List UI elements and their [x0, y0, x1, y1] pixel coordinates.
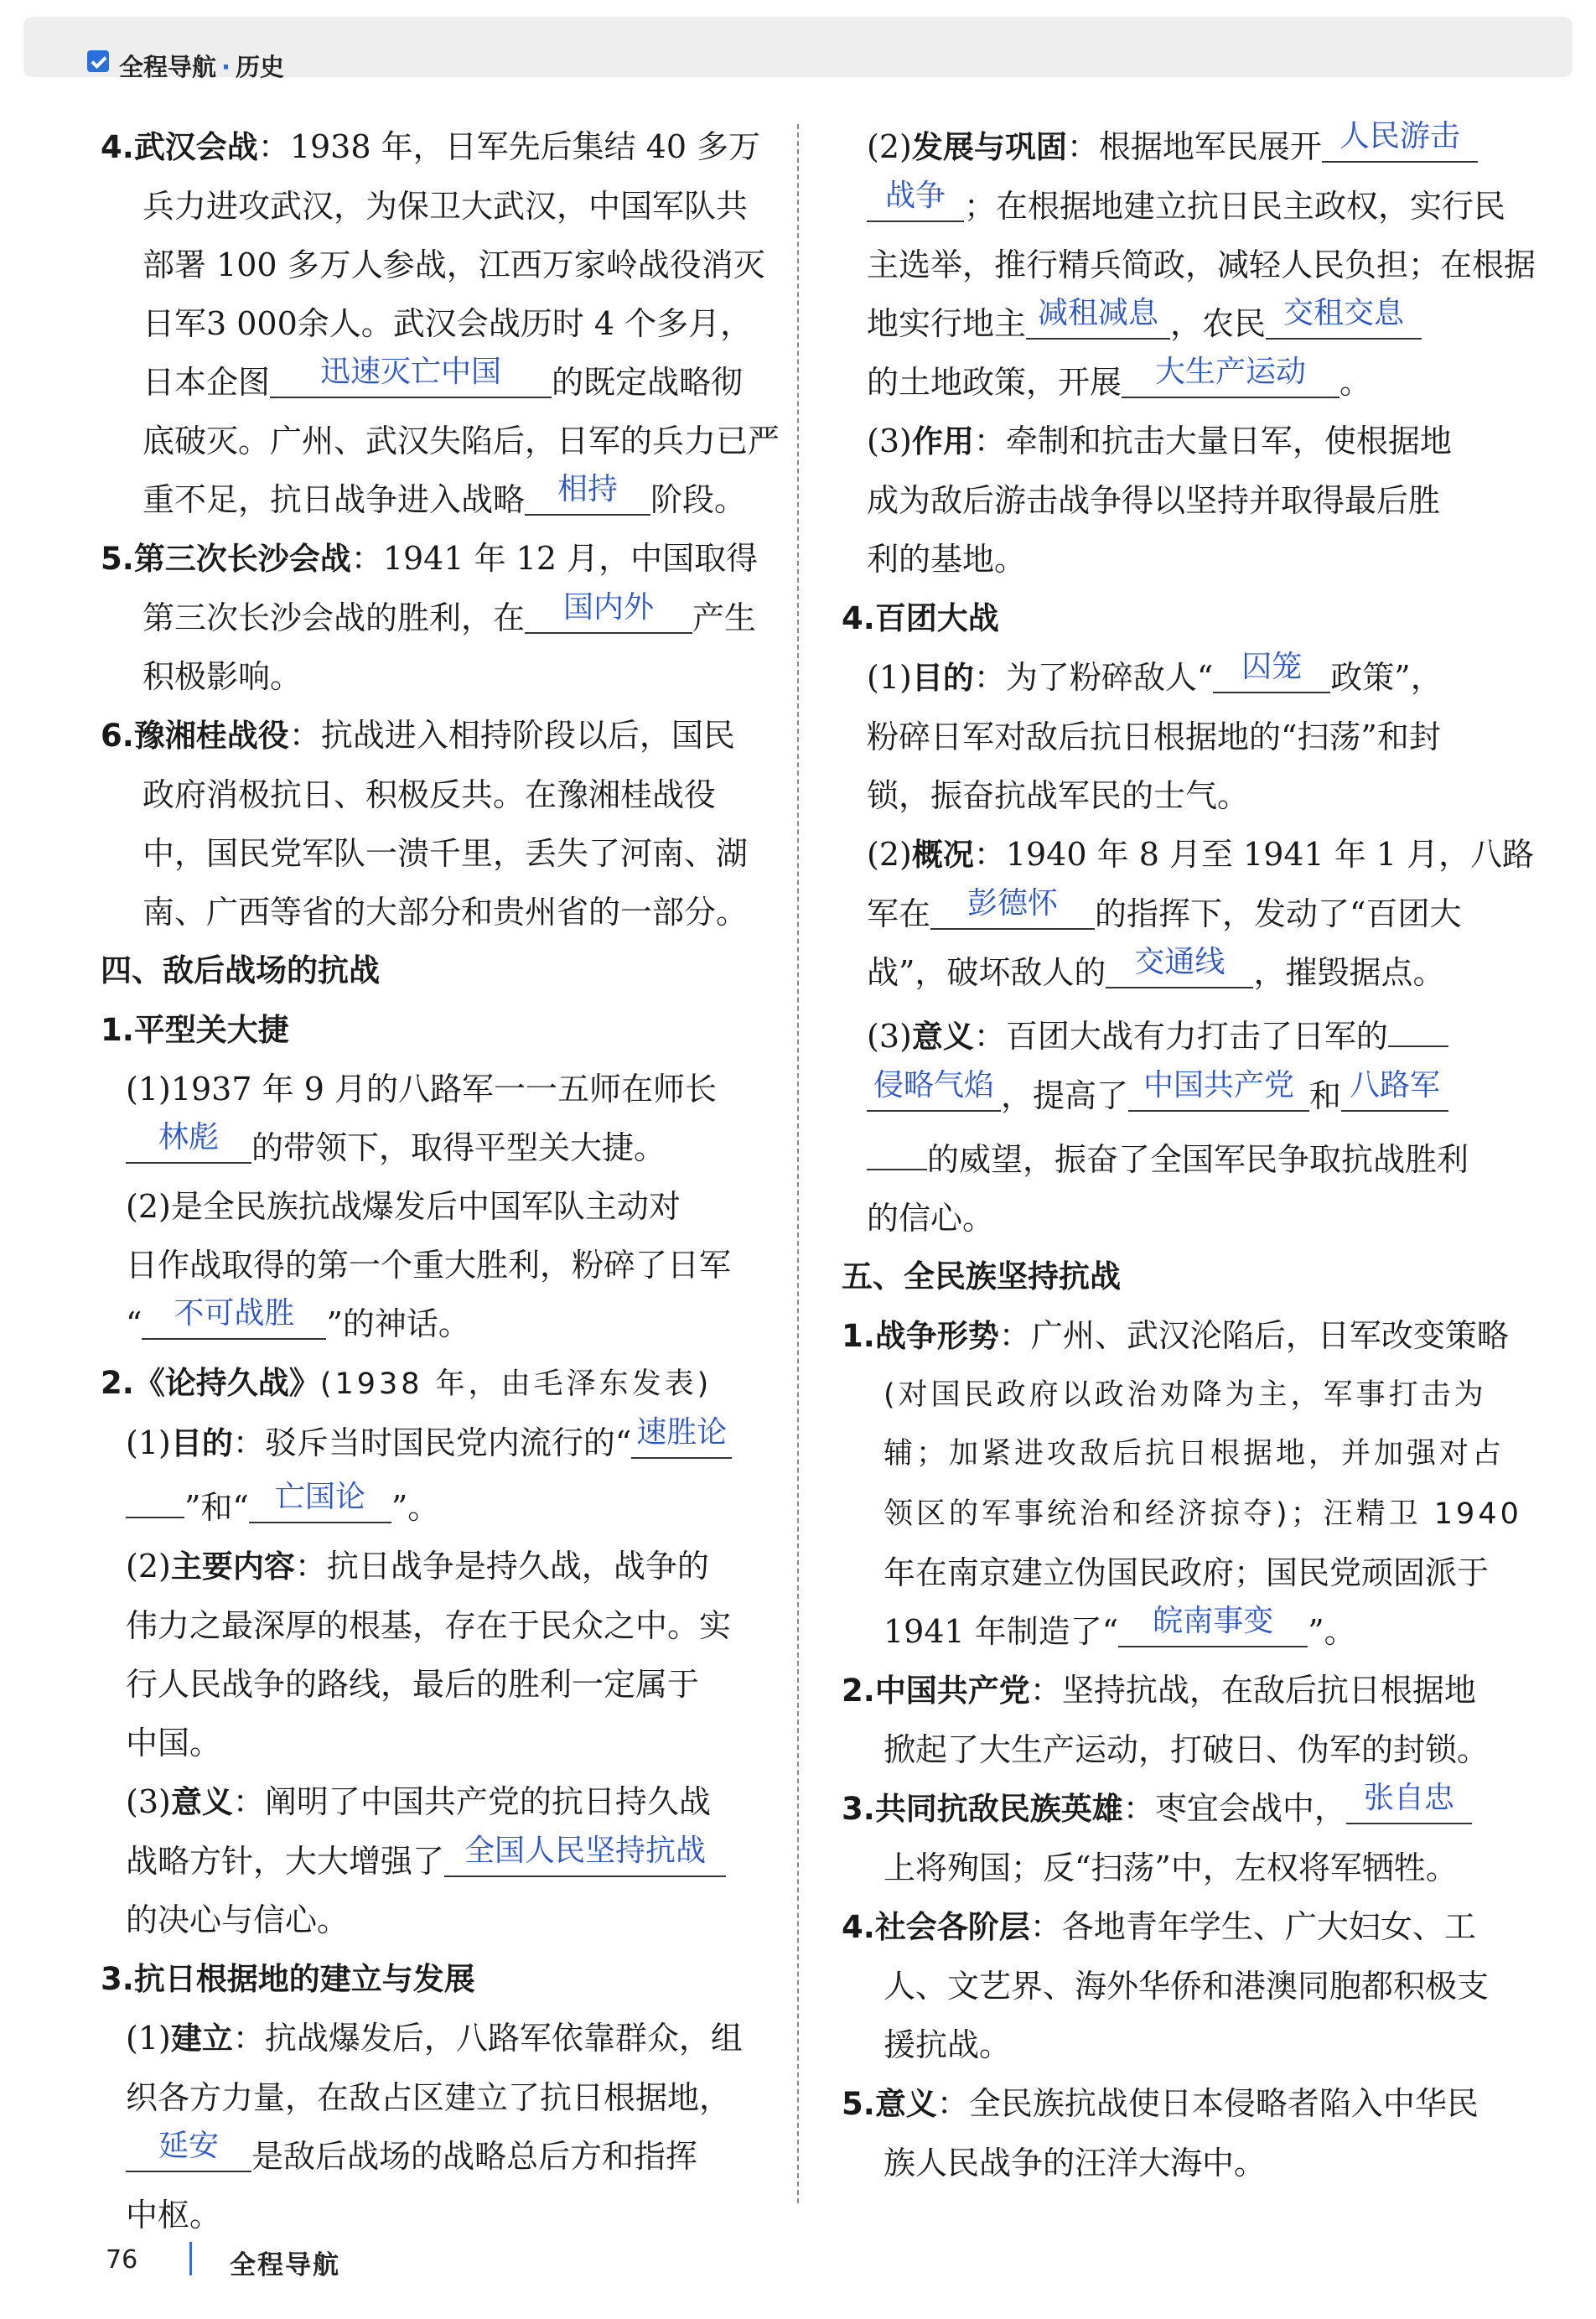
- item-title: 共同抗敌民族英雄: [874, 1791, 1123, 1827]
- item-number: 5.: [101, 541, 134, 577]
- text: ：1941 年 12 月，中国取得: [350, 540, 759, 577]
- text-line: [101, 1414, 771, 1473]
- text: 日本企图: [142, 364, 271, 401]
- text: ：坚持抗战，在敌后抗日根据地: [1029, 1672, 1476, 1709]
- answer-text: 速胜论: [636, 1415, 728, 1450]
- section-heading-4: 四、敌后战场的抗战: [101, 952, 380, 988]
- text: (3): [126, 1783, 171, 1820]
- text: (2): [867, 836, 912, 873]
- text: ”。: [391, 1489, 440, 1526]
- text: (1): [867, 659, 912, 696]
- text: ：各地青年学生、广大妇女、工: [1029, 1908, 1476, 1945]
- label-bold: 建立: [170, 2021, 233, 2057]
- text: 战”，破坏敌人的: [867, 954, 1106, 991]
- text-line: 织各方力量，在敌占区建立了抗日根据地，: [126, 2079, 732, 2116]
- text-line: 中枢。: [126, 2197, 222, 2233]
- header-topic: 历史: [236, 53, 285, 81]
- item-number: 2.: [101, 1365, 134, 1401]
- answer-blank: [631, 1414, 732, 1459]
- answer-blank: [249, 1478, 391, 1523]
- text: 的指挥下，发动了“百团大: [1095, 895, 1462, 932]
- text: ：驳斥当时国民党内流行的“: [232, 1424, 632, 1461]
- left-column: [101, 117, 780, 2244]
- text-line: [101, 1473, 771, 1537]
- answer-text: 八路军: [1350, 1068, 1441, 1102]
- answer-blank: [1388, 1002, 1448, 1047]
- text: (1938 年，由毛泽东发表): [319, 1367, 712, 1401]
- text-line: [101, 470, 771, 529]
- text-line: [842, 1483, 1522, 1543]
- label-bold: 目的: [170, 1425, 233, 1461]
- text: 产生: [692, 599, 757, 636]
- answer-blank: [1341, 1066, 1448, 1112]
- item-title: 社会各阶层: [874, 1909, 1030, 1945]
- text: ”和“: [184, 1489, 249, 1526]
- column-divider: [797, 124, 799, 2203]
- text: ：为了粉碎敌人“: [973, 659, 1214, 696]
- item-title: 战争形势: [874, 1318, 999, 1354]
- item-5-line: [101, 529, 771, 589]
- answer-text: 交租交息: [1283, 296, 1405, 330]
- text-line: [101, 1832, 771, 1891]
- text-line: 伟力之最深厚的根基，存在于民众之中。实: [126, 1607, 732, 1644]
- text: (3): [867, 1018, 912, 1055]
- text: 地实行地主: [867, 305, 1027, 342]
- text-line: 掀起了大生产运动，打破日、伪军的封锁。: [884, 1731, 1490, 1768]
- text: ：1938 年，日军先后集结 40 多万: [257, 128, 761, 165]
- subitem-1-line: [101, 1000, 771, 1060]
- text: ：广州、武汉沦陷后，日军改变策略: [998, 1317, 1509, 1354]
- text-line: 援抗战。: [884, 2026, 1012, 2063]
- item-title: 中国共产党: [874, 1673, 1030, 1709]
- text: 阶段。: [650, 481, 747, 518]
- text: ：根据地军民展开: [1066, 128, 1322, 165]
- text: ：牵制和抗击大量日军，使根据地: [973, 423, 1452, 459]
- item-number: 5.: [842, 2086, 875, 2122]
- item-number: 2.: [842, 1673, 875, 1709]
- text-line: 南、广西等省的大部分和贵州省的一部分。: [142, 894, 749, 931]
- text: ”的神话。: [326, 1305, 470, 1342]
- text-line: 利的基地。: [867, 541, 1027, 578]
- text: ，提高了: [1001, 1077, 1129, 1114]
- text: 1941 年制造了“: [884, 1613, 1119, 1650]
- text-line: [101, 1294, 771, 1353]
- text-line: (2)是全民族抗战爆发后中国军队主动对: [126, 1188, 681, 1225]
- answer-blank: [270, 353, 552, 398]
- text-line: [101, 1537, 771, 1596]
- answer-text: 皖南事变: [1153, 1604, 1274, 1638]
- text-line: 中，国民党军队一溃千里，丢失了河南、湖: [142, 835, 749, 872]
- answer-blank: [1322, 117, 1478, 163]
- item-title: 第三次长沙会战: [133, 541, 351, 577]
- item-title: 平型关大捷: [133, 1012, 289, 1048]
- text-line: 主选举，推行精兵简政，减轻人民负担；在根据: [867, 246, 1536, 283]
- text: 的土地政策，开展: [867, 364, 1122, 401]
- item-number: 4.: [101, 129, 134, 165]
- answer-text: 大生产运动: [1155, 355, 1307, 389]
- item-number: 4.: [842, 600, 875, 636]
- text-line: (对国民政府以政治劝降为主，军事打击为: [884, 1378, 1487, 1412]
- text-line: 人、文艺界、海外华侨和港澳同胞都积极支: [884, 1968, 1490, 2005]
- item-number: 1.: [101, 1012, 134, 1048]
- text-line: 成为敌后游击战争得以坚持并取得最后胜: [867, 482, 1441, 519]
- answer-text: 战争: [884, 179, 946, 213]
- text-line: 上将殉国；反“扫荡”中，左权将军牺牲。: [884, 1849, 1458, 1886]
- text: (2): [867, 128, 912, 165]
- text: ”。: [1308, 1613, 1356, 1650]
- answer-blank: [142, 1294, 326, 1340]
- footer-title: 全程导航: [230, 2250, 340, 2280]
- text-line: [842, 177, 1512, 236]
- label-bold: 概况: [911, 837, 974, 873]
- item-2-line: [842, 1661, 1512, 1720]
- answer-blank: [1122, 353, 1340, 398]
- text-line: [101, 1772, 771, 1832]
- answer-text: 延安: [158, 2129, 219, 2163]
- answer-blank: [1346, 1779, 1472, 1824]
- text: (2): [126, 1548, 171, 1585]
- answer-text: 全国人民坚持抗战: [464, 1834, 707, 1868]
- answer-blank: [126, 1118, 251, 1164]
- text: 的带领下，取得平型关大捷。: [251, 1129, 666, 1166]
- answer-blank: [126, 1473, 184, 1518]
- text: 政策”，: [1330, 659, 1443, 696]
- answer-blank: [867, 1066, 1001, 1112]
- answer-blank: [525, 589, 692, 634]
- label-bold: 发展与巩固: [911, 129, 1067, 165]
- text-line: [842, 294, 1512, 353]
- text: 重不足，抗日战争进入战略: [142, 481, 526, 518]
- item-number: 6.: [101, 718, 134, 754]
- subitem-2-line: [101, 1353, 771, 1414]
- answer-blank: [1128, 1066, 1309, 1112]
- answer-blank: [1266, 294, 1422, 340]
- label-bold: 主要内容: [170, 1549, 295, 1585]
- item-4-line: [842, 1897, 1512, 1957]
- text: ：全民族抗战使日本侵略者陷入中华民: [936, 2085, 1479, 2122]
- text-line: [101, 2009, 771, 2068]
- text-line: [842, 885, 1512, 943]
- answer-blank: [1026, 294, 1170, 340]
- text: 军在: [867, 895, 931, 932]
- text: ：抗战进入相持阶段以后，国民: [288, 717, 735, 754]
- text: ：抗战爆发后，八路军依靠群众，组: [232, 2020, 743, 2057]
- subitem-3-line: [101, 1949, 771, 2009]
- text-line: [842, 943, 1512, 1002]
- text: ：抗日战争是持久战，战争的: [294, 1548, 709, 1585]
- text-line: 族人民战争的汪洋大海中。: [884, 2145, 1267, 2182]
- text-line: [101, 1118, 771, 1177]
- label-bold: 意义: [911, 1019, 974, 1055]
- item-title: 豫湘桂战役: [133, 718, 289, 754]
- answer-text: 减租减息: [1038, 296, 1159, 330]
- text: ，农民: [1170, 305, 1267, 342]
- item-1-line: [842, 1306, 1512, 1366]
- answer-blank: [1213, 648, 1330, 693]
- text-line: 底破灭。广州、武汉失陷后，日军的兵力已严: [142, 423, 780, 459]
- item-title: 意义: [874, 2086, 937, 2122]
- text-line: [101, 353, 771, 412]
- text: ：1940 年 8 月至 1941 年 1 月，八路: [973, 836, 1535, 873]
- item-title: 武汉会战: [133, 129, 258, 165]
- text: ：枣宜会战中，: [1122, 1790, 1346, 1827]
- item-title: 百团大战: [874, 600, 999, 636]
- item-3-line: [842, 1779, 1512, 1839]
- answer-blank: [1106, 943, 1253, 988]
- text-line: 的决心与信心。: [126, 1901, 350, 1938]
- text-line: [842, 117, 1512, 177]
- answer-text: 国内外: [563, 590, 655, 625]
- text-line: [842, 353, 1512, 412]
- answer-blank: [867, 177, 964, 222]
- label-bold: 作用: [911, 423, 974, 459]
- text: ，摧毁据点。: [1253, 954, 1445, 991]
- text-line: [842, 825, 1535, 885]
- text-line: 的信心。: [867, 1200, 995, 1237]
- text-line: 锁，振奋抗战军民的士气。: [867, 777, 1250, 814]
- answer-text: 囚笼: [1241, 650, 1303, 684]
- answer-text: 亡国论: [274, 1480, 365, 1514]
- text-line: [842, 1125, 1512, 1189]
- text: ；在根据地建立抗日民主政权，实行民: [964, 188, 1506, 225]
- header-subject: 全程导航: [119, 53, 217, 81]
- answer-blank: [126, 2127, 251, 2172]
- answer-text: 彭德怀: [967, 886, 1059, 921]
- text-line: [842, 1066, 1512, 1125]
- text: 是敌后战场的战略总后方和指挥: [251, 2138, 698, 2175]
- text: ：百团大战有力打击了日军的: [973, 1018, 1388, 1055]
- text-line: [842, 1602, 1512, 1661]
- answer-blank: [1118, 1602, 1308, 1647]
- text-line: 积极影响。: [142, 658, 303, 695]
- text-line: 兵力进攻武汉，为保卫大武汉，中国军队共: [142, 188, 749, 225]
- check-icon: [87, 50, 109, 72]
- right-column: [842, 117, 1536, 2192]
- item-title: 《论持久战》: [133, 1365, 320, 1401]
- text-line: [842, 1002, 1512, 1066]
- text: ：阐明了中国共产党的抗日持久战: [232, 1783, 711, 1820]
- answer-text: 交通线: [1134, 945, 1226, 979]
- text-line: 政府消极抗日、积极反共。在豫湘桂战役: [142, 776, 717, 813]
- text-line: [101, 589, 771, 647]
- text: “: [126, 1305, 142, 1342]
- answer-blank: [930, 885, 1095, 930]
- text-line: 辅；加紧进攻敌后抗日根据地，并加强对占: [884, 1437, 1505, 1471]
- answer-text: 中国共产党: [1143, 1068, 1295, 1102]
- item-number: 3.: [101, 1961, 134, 1997]
- header-dot: ·: [221, 53, 231, 81]
- item-number: 1.: [842, 1318, 875, 1354]
- label-bold: 意义: [170, 1784, 233, 1820]
- text: 战略方针，大大增强了: [126, 1843, 445, 1880]
- subitem-4-line: [842, 589, 1512, 648]
- text-line: 日作战取得的第一个重大胜利，粉碎了日军: [126, 1247, 732, 1284]
- answer-text: 相持: [557, 472, 619, 506]
- answer-text: 侵略气焰: [873, 1068, 994, 1102]
- text-line: (1)1937 年 9 月的八路军一一五师在师长: [126, 1071, 717, 1108]
- item-number: 4.: [842, 1909, 875, 1945]
- text: (1): [126, 2020, 171, 2057]
- text-line: 部署 100 多万人参战，江西万家岭战役消灭: [142, 246, 765, 283]
- answer-text: 迅速灭亡中国: [320, 355, 502, 389]
- answer-text: 张自忠: [1363, 1781, 1454, 1815]
- item-6-line: [101, 706, 771, 765]
- item-title: 抗日根据地的建立与发展: [133, 1961, 475, 1997]
- text: 的威望，振奋了全国军民争取抗战胜利: [927, 1141, 1469, 1178]
- text: (3): [867, 423, 912, 459]
- text-line: 年在南京建立伪国民政府；国民党顽固派于: [884, 1554, 1490, 1591]
- text: 和: [1309, 1077, 1342, 1114]
- text-line: 日军3 000余人。武汉会战历时 4 个多月，: [142, 305, 753, 342]
- answer-text: 人民游击: [1339, 119, 1460, 153]
- section-heading-5: 五、全民族坚持抗战: [842, 1258, 1121, 1294]
- header-title: [119, 49, 284, 83]
- answer-text: 不可战胜: [174, 1296, 295, 1331]
- footer-divider: [189, 2242, 192, 2275]
- text-line: 行人民战争的路线，最后的胜利一定属于: [126, 1666, 700, 1703]
- text: 领区的军事统治和经济掠夺)；汪精卫 1940: [884, 1497, 1522, 1531]
- answer-blank: [444, 1832, 726, 1877]
- answer-blank: [867, 1125, 927, 1170]
- item-5-line: [842, 2074, 1512, 2134]
- item-number: 3.: [842, 1791, 875, 1827]
- answer-blank: [525, 470, 650, 516]
- text: (1): [126, 1424, 171, 1461]
- text: 第三次长沙会战的胜利，在: [142, 599, 526, 636]
- text-line: 中国。: [126, 1725, 222, 1761]
- text-line: [101, 2127, 771, 2186]
- answer-text: 林彪: [158, 1120, 219, 1154]
- text-line: [842, 648, 1512, 708]
- label-bold: 目的: [911, 660, 974, 696]
- page-number: 76: [106, 2245, 138, 2275]
- item-4-line: [101, 117, 771, 177]
- text: 的既定战略彻: [552, 364, 744, 401]
- text-line: 粉碎日军对敌后抗日根据地的“扫荡”和封: [867, 719, 1441, 755]
- text-line: [842, 412, 1512, 471]
- text: 。: [1340, 364, 1372, 401]
